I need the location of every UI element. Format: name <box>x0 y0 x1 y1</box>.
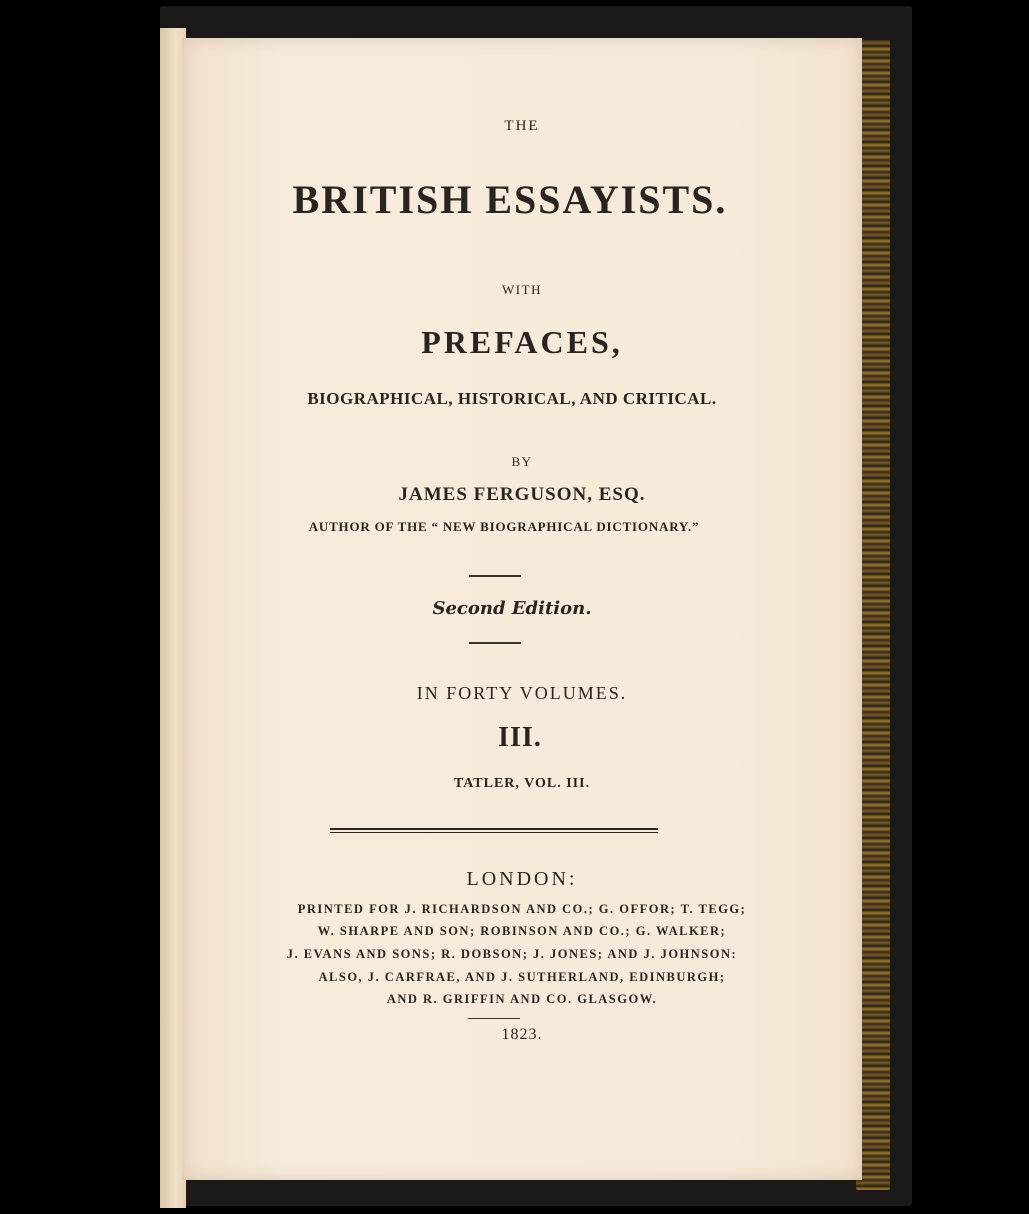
imprint-place: LONDON: <box>466 868 578 890</box>
volume-content: TATLER, VOL. III. <box>453 776 591 791</box>
title-page <box>182 38 862 1180</box>
rule-above-edition <box>469 575 521 577</box>
imprint-line: AND R. GRIFFIN AND CO. GLASGOW. <box>386 992 658 1006</box>
subtitle: BIOGRAPHICAL, HISTORICAL, AND CRITICAL. <box>307 389 717 408</box>
imprint-line: ALSO, J. CARFRAE, AND J. SUTHERLAND, EDINBURGH; <box>318 970 726 984</box>
double-rule <box>330 828 658 833</box>
word-by: BY <box>511 454 533 469</box>
imprint-line: J. EVANS AND SONS; R. DOBSON; J. JONES; AND J. JOHNSON: <box>286 947 738 961</box>
volumes-statement: IN FORTY VOLUMES. <box>416 683 628 703</box>
imprint-line: W. SHARPE AND SON; ROBINSON AND CO.; G. WALKER; <box>317 924 727 938</box>
word-prefaces: PREFACES, <box>421 324 623 360</box>
author-credit: AUTHOR OF THE “ NEW BIOGRAPHICAL DICTIONARY.” <box>308 519 700 534</box>
publication-year: 1823. <box>501 1026 543 1043</box>
word-with: WITH <box>502 282 542 297</box>
imprint-line: PRINTED FOR J. RICHARDSON AND CO.; G. OFFOR; T. TEGG; <box>297 902 747 916</box>
volume-numeral: III. <box>498 722 542 753</box>
author-name: JAMES FERGUSON, ESQ. <box>398 484 646 505</box>
rule-below-edition <box>469 642 521 644</box>
edition-statement: Second Edition. <box>432 598 592 619</box>
title-the: THE <box>504 118 540 134</box>
book-title: BRITISH ESSAYISTS. <box>292 177 728 222</box>
rule-above-year <box>468 1018 520 1019</box>
